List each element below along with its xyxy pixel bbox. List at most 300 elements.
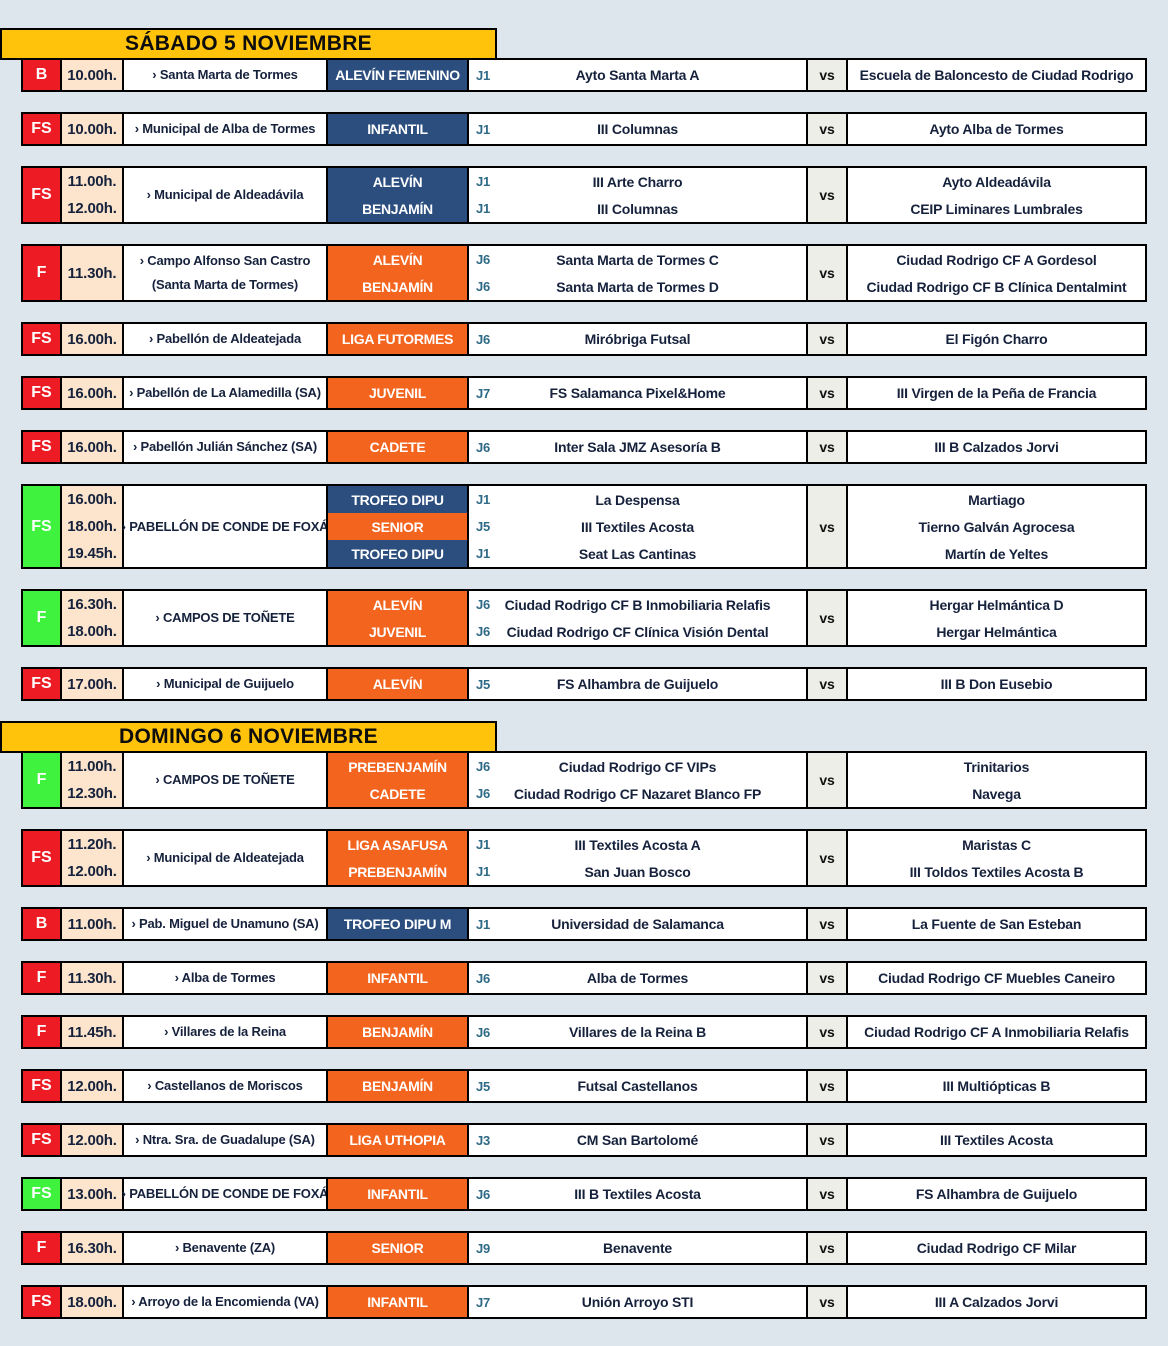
jornada-label: J6 xyxy=(476,759,491,774)
category-cell xyxy=(326,246,467,300)
competition-label: F xyxy=(36,264,47,281)
home-fixtures-cell xyxy=(467,1071,806,1101)
away-team: Ciudad Rodrigo CF B Clínica Dentalmint xyxy=(866,278,1127,295)
competition-badge xyxy=(23,324,60,354)
competition-label: FS xyxy=(31,849,52,866)
competition-badge xyxy=(23,432,60,462)
fixture-line xyxy=(469,486,806,513)
away-fixtures-cell xyxy=(848,1017,1145,1047)
match-row xyxy=(21,829,1147,887)
venue-cell xyxy=(122,324,326,354)
day-header xyxy=(0,721,497,753)
jornada-label: J1 xyxy=(476,864,491,879)
time-value: 11.45h. xyxy=(67,1023,117,1041)
venue-cell xyxy=(122,591,326,645)
match-row xyxy=(21,1123,1147,1157)
time-cell xyxy=(60,963,122,993)
venue-line: › Municipal de Guijuelo xyxy=(156,676,294,691)
fixture-line xyxy=(469,1235,806,1262)
category-badge: PREBENJAMÍN xyxy=(328,753,467,780)
time-cell xyxy=(60,831,122,885)
jornada-label: J1 xyxy=(476,67,491,83)
category-badge: TROFEO DIPU M xyxy=(328,909,467,939)
vs-label: vs xyxy=(819,187,835,203)
jornada-label: J1 xyxy=(476,916,491,932)
venue-line: › Castellanos de Moriscos xyxy=(147,1078,303,1093)
match-row xyxy=(21,589,1147,647)
away-team: FS Alhambra de Guijuelo xyxy=(915,1186,1078,1202)
time-value: 16.30h. xyxy=(67,596,117,613)
jornada-label: J6 xyxy=(476,439,491,455)
venue-line: › Ntra. Sra. de Guadalupe (SA) xyxy=(135,1132,315,1147)
time-value: 11.30h. xyxy=(67,969,117,987)
vs-label: vs xyxy=(819,265,835,281)
match-row xyxy=(21,1177,1147,1211)
away-fixtures-cell xyxy=(848,753,1145,807)
time-value: 12.00h. xyxy=(67,200,117,217)
home-team: Unión Arroyo STI xyxy=(581,1294,694,1310)
category-cell xyxy=(326,1071,467,1101)
venue-cell xyxy=(121,486,329,567)
competition-badge xyxy=(23,591,60,645)
vs-cell xyxy=(806,1287,848,1317)
home-fixtures-cell xyxy=(467,246,806,300)
venue-line: › CAMPOS DE TOÑETE xyxy=(155,610,295,625)
away-team: Ciudad Rodrigo CF Muebles Caneiro xyxy=(878,970,1115,986)
time-value: 12.00h. xyxy=(67,1077,117,1095)
time-cell xyxy=(60,1125,122,1155)
venue-line: (Santa Marta de Tormes) xyxy=(151,276,299,292)
venue-line: › Municipal de Aldeatejada xyxy=(146,850,304,865)
venue-cell xyxy=(122,753,326,807)
competition-label: F xyxy=(36,609,47,626)
home-fixtures-cell xyxy=(467,963,806,993)
category-cell xyxy=(326,831,467,885)
venue-cell xyxy=(122,1287,326,1317)
away-fixtures-cell xyxy=(848,963,1145,993)
time-cell xyxy=(60,1233,122,1263)
time-cell xyxy=(60,669,122,699)
venue-line: › PABELLÓN DE CONDE DE FOXÁ xyxy=(121,518,329,534)
category-cell xyxy=(326,114,467,144)
category-badge: TROFEO DIPU xyxy=(328,486,467,513)
home-team: Futsal Castellanos xyxy=(577,1078,698,1094)
jornada-label: J1 xyxy=(476,201,491,216)
fixture-line xyxy=(469,1127,806,1154)
jornada-label: J5 xyxy=(476,1078,491,1094)
day-title: DOMINGO 6 NOVIEMBRE xyxy=(119,725,378,748)
category-badge: SENIOR xyxy=(328,513,467,540)
home-fixtures-cell xyxy=(467,168,806,222)
jornada-label: J5 xyxy=(476,519,491,534)
away-fixtures-cell xyxy=(848,909,1145,939)
away-fixtures-cell xyxy=(848,1233,1145,1263)
vs-label: vs xyxy=(819,676,835,692)
fixture-line xyxy=(469,246,806,273)
category-cell xyxy=(326,1287,467,1317)
competition-badge xyxy=(23,1125,60,1155)
time-cell xyxy=(60,114,122,144)
time-value: 18.00h. xyxy=(67,623,117,640)
competition-badge xyxy=(23,1017,60,1047)
competition-label: F xyxy=(36,1023,47,1040)
home-team: Inter Sala JMZ Asesoría B xyxy=(554,439,721,455)
vs-cell xyxy=(806,753,848,807)
home-fixtures-cell xyxy=(467,1233,806,1263)
competition-badge xyxy=(23,1179,60,1209)
match-row xyxy=(21,907,1147,941)
home-fixtures-cell xyxy=(467,60,806,90)
vs-label: vs xyxy=(819,331,835,347)
away-fixtures-cell xyxy=(848,168,1145,222)
away-team: Hergar Helmántica D xyxy=(929,596,1064,613)
away-team: III Textiles Acosta xyxy=(940,1132,1053,1148)
fixture-line xyxy=(469,434,806,461)
venue-cell xyxy=(122,669,326,699)
fixture-line xyxy=(469,911,806,938)
venue-cell xyxy=(122,60,326,90)
away-fixtures-cell xyxy=(848,1071,1145,1101)
venue-cell xyxy=(122,1125,326,1155)
jornada-label: J7 xyxy=(476,385,491,401)
away-team: Martín de Yeltes xyxy=(944,545,1049,562)
match-row xyxy=(21,166,1147,224)
home-fixtures-cell xyxy=(467,1125,806,1155)
away-fixtures-cell xyxy=(848,60,1145,90)
venue-cell xyxy=(122,378,326,408)
venue-line: › Pab. Miguel de Unamuno (SA) xyxy=(131,916,319,931)
time-value: 16.00h. xyxy=(67,384,117,402)
time-value: 10.00h. xyxy=(67,120,117,138)
home-team: Ciudad Rodrigo CF Nazaret Blanco FP xyxy=(513,785,762,802)
category-cell xyxy=(326,591,467,645)
match-list xyxy=(21,751,1147,1319)
competition-label: FS xyxy=(31,1077,52,1094)
category-cell xyxy=(326,1179,467,1209)
vs-label: vs xyxy=(819,518,835,535)
fixture-line xyxy=(469,753,806,780)
fixture-line xyxy=(469,858,806,885)
away-fixtures-cell xyxy=(848,432,1145,462)
competition-label: F xyxy=(36,771,47,788)
venue-line: › Benavente (ZA) xyxy=(174,1240,276,1255)
home-team: Benavente xyxy=(602,1240,672,1256)
vs-cell xyxy=(806,60,848,90)
fixture-line xyxy=(469,965,806,992)
vs-cell xyxy=(806,378,848,408)
time-cell xyxy=(60,246,122,300)
home-team: FS Salamanca Pixel&Home xyxy=(549,385,726,401)
competition-badge xyxy=(23,60,60,90)
away-fixtures-cell xyxy=(848,831,1145,885)
category-cell xyxy=(326,324,467,354)
category-badge: INFANTIL xyxy=(328,963,467,993)
day-title: SÁBADO 5 NOVIEMBRE xyxy=(125,32,372,55)
vs-cell xyxy=(806,432,848,462)
time-cell xyxy=(60,378,122,408)
time-cell xyxy=(60,1287,122,1317)
category-badge: ALEVÍN xyxy=(328,591,467,618)
jornada-label: J5 xyxy=(476,676,491,692)
vs-cell xyxy=(806,1233,848,1263)
away-team: Ciudad Rodrigo CF Milar xyxy=(916,1240,1077,1256)
competition-badge xyxy=(23,246,60,300)
competition-label: B xyxy=(35,915,48,932)
jornada-label: J9 xyxy=(476,1240,491,1256)
vs-label: vs xyxy=(819,772,835,788)
fixture-line xyxy=(469,540,806,567)
home-team: Ayto Santa Marta A xyxy=(575,67,700,83)
category-badge: CADETE xyxy=(328,432,467,462)
away-team: III Multiópticas B xyxy=(942,1078,1051,1094)
match-row xyxy=(21,58,1147,92)
away-team: III Toldos Textiles Acosta B xyxy=(909,863,1084,880)
competition-badge xyxy=(23,1287,60,1317)
time-cell xyxy=(60,909,122,939)
jornada-label: J1 xyxy=(476,174,491,189)
venue-cell xyxy=(122,1017,326,1047)
venue-cell xyxy=(122,432,326,462)
away-team: Ciudad Rodrigo CF A Inmobiliaria Relafis xyxy=(864,1024,1129,1040)
time-value: 11.30h. xyxy=(67,264,117,282)
competition-label: FS xyxy=(31,384,52,401)
category-cell xyxy=(326,1233,467,1263)
competition-label: FS xyxy=(31,330,52,347)
time-value: 11.20h. xyxy=(67,836,117,853)
jornada-label: J6 xyxy=(476,1024,491,1040)
time-cell xyxy=(60,168,122,222)
home-fixtures-cell xyxy=(467,1287,806,1317)
category-badge: LIGA FUTORMES xyxy=(328,324,467,354)
vs-label: vs xyxy=(819,1240,835,1256)
venue-line: › Santa Marta de Tormes xyxy=(152,67,298,82)
jornada-label: J3 xyxy=(476,1132,491,1148)
vs-cell xyxy=(806,1071,848,1101)
time-cell xyxy=(60,1071,122,1101)
away-fixtures-cell xyxy=(848,486,1145,567)
category-cell xyxy=(326,486,467,567)
vs-label: vs xyxy=(819,1078,835,1094)
away-fixtures-cell xyxy=(848,378,1145,408)
competition-badge xyxy=(23,378,60,408)
fixture-line xyxy=(469,591,806,618)
vs-cell xyxy=(806,1017,848,1047)
match-row xyxy=(21,751,1147,809)
fixture-line xyxy=(469,513,806,540)
category-badge: BENJAMÍN xyxy=(328,1017,467,1047)
competition-badge xyxy=(23,831,60,885)
fixture-line xyxy=(469,671,806,698)
home-fixtures-cell xyxy=(467,591,806,645)
time-value: 10.00h. xyxy=(67,66,117,84)
home-fixtures-cell xyxy=(467,753,806,807)
day-header xyxy=(0,28,497,60)
venue-cell xyxy=(122,168,326,222)
match-row xyxy=(21,112,1147,146)
competition-label: FS xyxy=(31,1293,52,1310)
away-team: Maristas C xyxy=(962,836,1031,853)
time-value: 16.30h. xyxy=(67,1239,117,1257)
home-team: Seat Las Cantinas xyxy=(578,545,697,562)
time-value: 18.00h. xyxy=(67,518,117,535)
time-value: 11.00h. xyxy=(67,758,117,775)
time-value: 16.00h. xyxy=(67,491,117,508)
venue-cell xyxy=(122,1071,326,1101)
fixture-line xyxy=(469,1181,806,1208)
jornada-label: J6 xyxy=(476,624,491,639)
home-team: Universidad de Salamanca xyxy=(551,916,724,932)
away-fixtures-cell xyxy=(848,114,1145,144)
time-cell xyxy=(60,486,122,567)
category-cell xyxy=(326,963,467,993)
competition-badge xyxy=(23,114,60,144)
away-fixtures-cell xyxy=(848,1287,1145,1317)
home-team: FS Alhambra de Guijuelo xyxy=(556,676,719,692)
match-row xyxy=(21,1015,1147,1049)
home-fixtures-cell xyxy=(467,669,806,699)
category-badge: LIGA ASAFUSA xyxy=(328,831,467,858)
venue-line: › Pabellón de La Alamedilla (SA) xyxy=(129,385,321,400)
venue-cell xyxy=(122,246,326,300)
home-team: CM San Bartolomé xyxy=(576,1132,699,1148)
competition-badge xyxy=(23,753,60,807)
away-team: El Figón Charro xyxy=(945,331,1048,347)
category-cell xyxy=(326,909,467,939)
day-section xyxy=(0,721,1168,1319)
home-team: La Despensa xyxy=(595,491,680,508)
category-badge: ALEVÍN xyxy=(328,669,467,699)
fixture-line xyxy=(469,62,806,89)
fixture-line xyxy=(469,1073,806,1100)
home-team: III Columnas xyxy=(597,200,678,217)
fixture-line xyxy=(469,1289,806,1316)
away-team: III Virgen de la Peña de Francia xyxy=(896,385,1097,401)
home-team: Santa Marta de Tormes D xyxy=(556,278,719,295)
time-cell xyxy=(60,1017,122,1047)
time-value: 17.00h. xyxy=(67,675,117,693)
home-team: Ciudad Rodrigo CF VIPs xyxy=(558,758,717,775)
venue-line: › Municipal de Aldeadávila xyxy=(146,187,304,202)
home-team: III B Textiles Acosta xyxy=(574,1186,701,1202)
match-row xyxy=(21,322,1147,356)
time-cell xyxy=(60,60,122,90)
away-fixtures-cell xyxy=(848,246,1145,300)
competition-badge xyxy=(23,909,60,939)
home-fixtures-cell xyxy=(467,831,806,885)
venue-cell xyxy=(122,909,326,939)
home-team: Ciudad Rodrigo CF B Inmobiliaria Relafis xyxy=(504,596,771,613)
jornada-label: J1 xyxy=(476,492,491,507)
home-team: San Juan Bosco xyxy=(584,863,691,880)
vs-cell xyxy=(806,324,848,354)
home-team: Santa Marta de Tormes C xyxy=(556,251,719,268)
match-row xyxy=(21,430,1147,464)
competition-badge xyxy=(23,669,60,699)
jornada-label: J6 xyxy=(476,1186,491,1202)
category-badge: INFANTIL xyxy=(328,1179,467,1209)
away-team: Tierno Galván Agrocesa xyxy=(918,518,1075,535)
match-row xyxy=(21,1069,1147,1103)
venue-cell xyxy=(122,1233,326,1263)
vs-cell xyxy=(806,168,848,222)
jornada-label: J1 xyxy=(476,546,491,561)
category-badge: TROFEO DIPU xyxy=(328,540,467,567)
away-team: III A Calzados Jorvi xyxy=(934,1294,1059,1310)
vs-label: vs xyxy=(819,1294,835,1310)
home-team: III Textiles Acosta A xyxy=(574,836,701,853)
away-team: Ciudad Rodrigo CF A Gordesol xyxy=(896,251,1097,268)
category-badge: ALEVÍN FEMENINO xyxy=(328,60,467,90)
category-cell xyxy=(326,1017,467,1047)
time-value: 11.00h. xyxy=(67,915,117,933)
time-value: 12.00h. xyxy=(67,1131,117,1149)
jornada-label: J6 xyxy=(476,970,491,986)
home-fixtures-cell xyxy=(467,486,806,567)
venue-cell xyxy=(122,963,326,993)
home-team: Alba de Tormes xyxy=(586,970,689,986)
vs-cell xyxy=(806,1179,848,1209)
venue-line: › Municipal de Alba de Tormes xyxy=(134,121,316,136)
category-badge: PREBENJAMÍN xyxy=(328,858,467,885)
away-team: Navega xyxy=(972,785,1021,802)
category-cell xyxy=(326,432,467,462)
match-row xyxy=(21,667,1147,701)
jornada-label: J6 xyxy=(476,252,491,267)
fixture-line xyxy=(469,780,806,807)
venue-line: › Pabellón de Aldeatejada xyxy=(148,331,301,346)
fixture-line xyxy=(469,116,806,143)
away-fixtures-cell xyxy=(848,1179,1145,1209)
competition-badge xyxy=(23,1233,60,1263)
vs-cell xyxy=(806,114,848,144)
time-value: 18.00h. xyxy=(67,1293,117,1311)
away-team: III B Don Eusebio xyxy=(940,676,1053,692)
vs-label: vs xyxy=(819,916,835,932)
vs-label: vs xyxy=(819,67,835,83)
venue-line: › Campo Alfonso San Castro xyxy=(139,253,311,269)
competition-label: FS xyxy=(31,517,52,535)
competition-label: FS xyxy=(31,675,52,692)
category-badge: ALEVÍN xyxy=(328,246,467,273)
match-row xyxy=(21,244,1147,302)
away-fixtures-cell xyxy=(848,669,1145,699)
category-badge: BENJAMÍN xyxy=(328,1071,467,1101)
time-value: 16.00h. xyxy=(67,330,117,348)
vs-label: vs xyxy=(819,610,835,626)
jornada-label: J6 xyxy=(476,786,491,801)
jornada-label: J6 xyxy=(476,597,491,612)
home-fixtures-cell xyxy=(467,1017,806,1047)
vs-cell xyxy=(806,909,848,939)
competition-label: FS xyxy=(31,186,52,203)
home-fixtures-cell xyxy=(467,378,806,408)
away-team: La Fuente de San Esteban xyxy=(911,916,1082,932)
competition-label: F xyxy=(36,969,47,986)
category-cell xyxy=(326,753,467,807)
category-cell xyxy=(326,378,467,408)
fixture-line xyxy=(469,326,806,353)
time-value: 12.30h. xyxy=(67,785,117,802)
vs-cell xyxy=(806,486,848,567)
away-fixtures-cell xyxy=(848,324,1145,354)
away-team: Ayto Alba de Tormes xyxy=(929,121,1064,137)
jornada-label: J1 xyxy=(476,837,491,852)
home-fixtures-cell xyxy=(467,324,806,354)
jornada-label: J1 xyxy=(476,121,491,137)
venue-cell xyxy=(122,114,326,144)
vs-label: vs xyxy=(819,970,835,986)
venue-line: › Villares de la Reina xyxy=(164,1024,286,1039)
